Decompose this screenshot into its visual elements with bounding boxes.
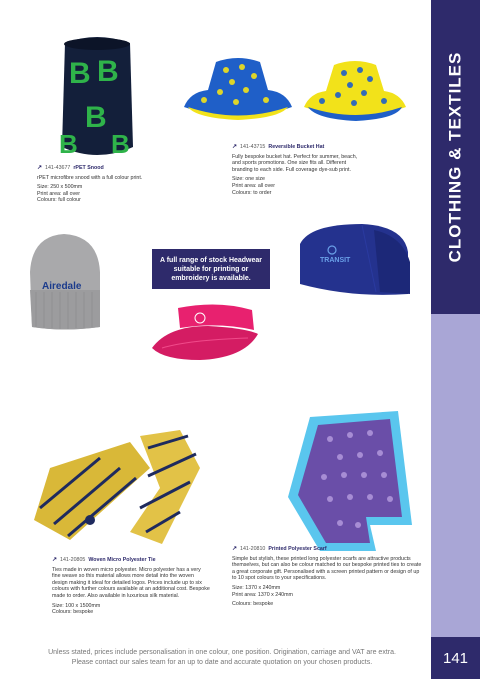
spec-print-area: Print area: all over [37,190,80,197]
sidebar-band-bottom [431,314,480,679]
product-snood [37,165,167,204]
spec-size: Size: 1370 x 240mm [232,584,281,591]
cap-logo-text: TRANSIT [320,257,351,264]
product-tie [52,557,210,616]
spec-colours: Colours: bespoke [52,609,94,616]
svg-text:B: B [69,57,91,90]
bucket-hat-yellow-image [300,55,410,127]
product-code: 141-43715 [240,144,266,150]
product-description: Simple but stylish, these printed long polyester scarfs are attractive products themselves, but can also be colour matched to our bespoke printed ties to create a great corporate gift. Personalised with a screen printed pattern or design of up to 10 spot colours to your specifications. [232,555,422,582]
product-name: Reversible Bucket Hat [268,144,325,150]
headwear-callout: A full range of stock Headwear suitable for printing or embroidery is available. [152,249,270,289]
product-code: 141-43677 [45,165,71,171]
product-scarf [232,546,422,608]
product-name: rPET Snood [73,165,104,171]
beanie-logo-text: Airedale [42,281,82,292]
product-name: Woven Micro Polyester Tie [88,557,156,563]
svg-text:B: B [97,55,119,88]
product-code: 141-20805 [60,557,86,563]
svg-text:B: B [111,129,130,159]
spec-size: Size: 100 x 1500mm [52,602,101,609]
spec-size: Size: one size [232,176,265,183]
spec-colours: Colours: full colour [37,197,81,204]
footer-note [22,648,422,668]
product-name: Printed Polyester Scarf [268,546,327,552]
visor-image [148,300,263,362]
spec-colours: Colours: to order [232,189,272,196]
snood-image [55,35,140,160]
product-description: Ties made in woven micro polyester. Micro polyester has a very fine weave so this material allows more detail into the woven design making it ideal for detailed logos. Prices include up to six colours with further colours available at an additional cost. Bespoke made to order. Also available in luxurious silk material. [52,566,210,599]
cap-image [292,222,417,300]
scarf-image [280,405,415,553]
spec-size: Size: 250 x 500mm [37,184,83,191]
arrow-icon: ↗ [232,144,238,150]
product-description: Fully bespoke bucket hat. Perfect for summer, beach, and sports promotions. One size fits all. Different branding to each side. Full coverage dye-sub print. [232,153,358,173]
arrow-icon: ↗ [232,546,238,552]
beanie-image [22,232,107,332]
svg-text:B: B [59,129,78,159]
product-description: rPET microfibre snood with a full colour print. [37,174,143,181]
product-bucket-hat [232,144,362,196]
footer-line-1: Unless stated, prices include personalisation in one colour, one position. Origination, carriage and VAT are extra. [48,649,396,656]
svg-text:B: B [85,101,107,134]
section-title: CLOTHING & TEXTILES [445,51,465,263]
product-code: 141-20810 [240,546,266,552]
spec-print-area: Print area: 1370 x 240mm [232,591,293,598]
spec-print-area: Print area: all over [232,182,275,189]
arrow-icon: ↗ [52,557,58,563]
footer-line-2: Please contact our sales team for an up to date and accurate quotation on your chosen products. [71,659,373,666]
tie-image [30,428,205,548]
bucket-hat-blue-image [180,52,295,127]
page-number: 141 [431,637,480,679]
spec-colours: Colours: bespoke [232,601,274,608]
arrow-icon: ↗ [37,165,43,171]
